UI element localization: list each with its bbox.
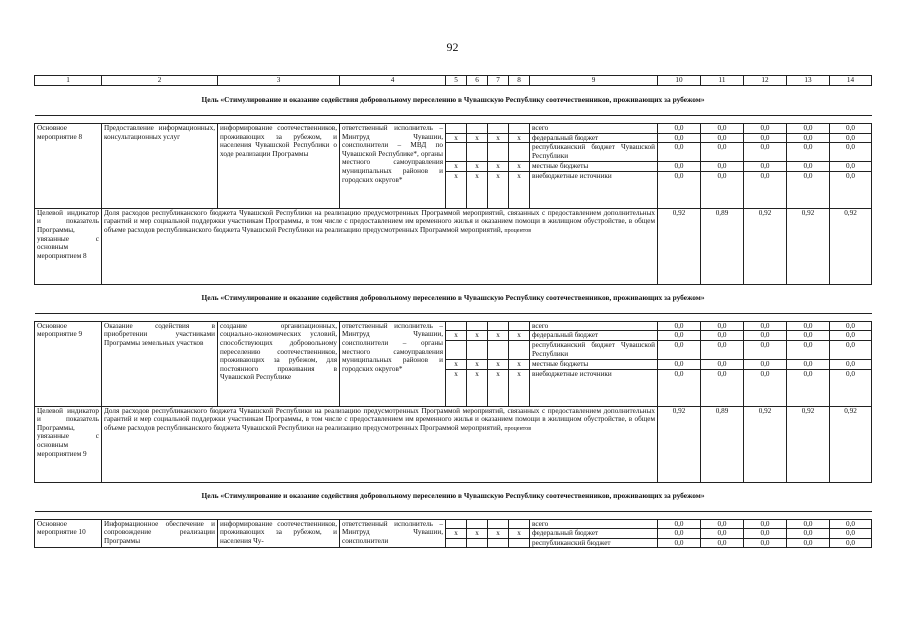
- funding-value: 0,0: [830, 340, 872, 359]
- funding-value: 0,0: [787, 340, 830, 359]
- column-number: 11: [701, 76, 744, 86]
- column-number: 1: [35, 76, 102, 86]
- funding-value: 0,0: [787, 133, 830, 143]
- indicator-value: 0,92: [744, 208, 787, 284]
- x-mark-cell: [488, 340, 509, 359]
- x-mark-cell: x: [467, 529, 488, 539]
- funding-value: 0,0: [701, 369, 744, 406]
- goal-spacer: [35, 511, 872, 519]
- column-number: 14: [830, 76, 872, 86]
- indicator-value: 0,92: [787, 208, 830, 284]
- x-mark-cell: x: [488, 331, 509, 341]
- funding-value: 0,0: [701, 143, 744, 162]
- funding-source: всего: [530, 519, 658, 529]
- x-mark-cell: x: [488, 369, 509, 406]
- funding-source: республиканский бюджет: [530, 538, 658, 548]
- x-mark-cell: x: [467, 359, 488, 369]
- funding-row: [35, 519, 872, 529]
- x-mark-cell: x: [446, 359, 467, 369]
- funding-value: 0,0: [701, 321, 744, 331]
- x-mark-cell: x: [509, 171, 530, 208]
- funding-value: 0,0: [658, 519, 701, 529]
- funding-value: 0,0: [658, 171, 701, 208]
- indicator-value: 0,92: [658, 406, 701, 482]
- funding-value: 0,0: [701, 171, 744, 208]
- indicator-value: 0,92: [787, 406, 830, 482]
- funding-value: 0,0: [658, 133, 701, 143]
- funding-value: 0,0: [744, 331, 787, 341]
- funding-value: 0,0: [658, 359, 701, 369]
- funding-value: 0,0: [658, 538, 701, 548]
- x-mark-cell: [488, 124, 509, 134]
- indicator-text: [102, 208, 658, 284]
- x-mark-cell: x: [488, 359, 509, 369]
- x-mark-cell: [467, 321, 488, 331]
- page-number: 92: [446, 40, 459, 54]
- indicator-row: [35, 406, 872, 482]
- goal-row: [35, 86, 872, 116]
- x-mark-cell: [488, 321, 509, 331]
- funding-value: 0,0: [830, 538, 872, 548]
- funding-value: 0,0: [701, 529, 744, 539]
- column-number: 3: [218, 76, 340, 86]
- indicator-value: 0,92: [830, 406, 872, 482]
- funding-source: федеральный бюджет: [530, 133, 658, 143]
- funding-row: [35, 321, 872, 331]
- column-number-row: [35, 76, 872, 86]
- x-mark-cell: [509, 143, 530, 162]
- x-mark-cell: x: [488, 133, 509, 143]
- indicator-unit: процентов: [504, 425, 532, 432]
- goal-heading: Цель «Стимулирование и оказание содействия добровольному переселению в Чувашскую Республику соотечественников, проживающих за рубежом»: [35, 482, 872, 511]
- funding-value: 0,0: [830, 133, 872, 143]
- x-mark-cell: x: [467, 171, 488, 208]
- x-mark-cell: x: [488, 162, 509, 172]
- funding-value: 0,0: [744, 519, 787, 529]
- program-table: [34, 75, 872, 548]
- funding-value: 0,0: [787, 519, 830, 529]
- funding-value: 0,0: [658, 340, 701, 359]
- goal-spacer: [35, 313, 872, 321]
- x-mark-cell: [467, 124, 488, 134]
- funding-source: внебюджетные источники: [530, 369, 658, 406]
- funding-source: местные бюджеты: [530, 162, 658, 172]
- indicator-text-body: Доля расходов республиканского бюджета Чувашской Республики на реализацию предусмотренных Программой мероприятий, связанных с предоставлением дополнительных гарантий и мер социальной поддержки участникам Программы, в том числе с предоставлением им временного жилья и оказанием помощи в жилищном обустройстве, в общем объеме расходов республиканского бюджета Чувашской Республики на реализацию предусмотренных Программой мероприятий,: [104, 406, 655, 432]
- x-mark-cell: x: [509, 529, 530, 539]
- funding-value: 0,0: [744, 359, 787, 369]
- x-mark-cell: [509, 321, 530, 331]
- funding-value: 0,0: [701, 124, 744, 134]
- spacer-cell: [35, 511, 872, 519]
- funding-value: 0,0: [787, 321, 830, 331]
- funding-value: 0,0: [658, 321, 701, 331]
- funding-source: федеральный бюджет: [530, 529, 658, 539]
- indicator-value: 0,92: [830, 208, 872, 284]
- funding-value: 0,0: [744, 143, 787, 162]
- x-mark-cell: x: [446, 331, 467, 341]
- funding-value: 0,0: [787, 369, 830, 406]
- x-mark-cell: x: [467, 162, 488, 172]
- x-mark-cell: [446, 124, 467, 134]
- x-mark-cell: [509, 124, 530, 134]
- funding-value: 0,0: [744, 162, 787, 172]
- funding-value: 0,0: [701, 133, 744, 143]
- funding-value: 0,0: [830, 369, 872, 406]
- activity-description: информирование соотечественников, проживающих за рубежом, и населения Чу-: [218, 519, 340, 548]
- funding-value: 0,0: [744, 529, 787, 539]
- activity-executor: ответственный исполнитель – Минтруд Чувашии, соисполнители – органы местного самоуправления муниципальных районов и городских округов*: [340, 321, 446, 406]
- x-mark-cell: x: [446, 162, 467, 172]
- x-mark-cell: x: [467, 133, 488, 143]
- x-mark-cell: x: [467, 331, 488, 341]
- activity-executor: ответственный исполнитель – Минтруд Чувашии, соисполнители: [340, 519, 446, 548]
- activity-title: Оказание содействия в приобретении участниками Программы земельных участков: [102, 321, 218, 406]
- spacer-cell: [35, 313, 872, 321]
- column-number: 6: [467, 76, 488, 86]
- column-number: 13: [787, 76, 830, 86]
- funding-value: 0,0: [787, 171, 830, 208]
- funding-value: 0,0: [658, 331, 701, 341]
- x-mark-cell: [446, 143, 467, 162]
- funding-value: 0,0: [787, 359, 830, 369]
- goal-heading: Цель «Стимулирование и оказание содействия добровольному переселению в Чувашскую Республику соотечественников, проживающих за рубежом»: [35, 86, 872, 116]
- x-mark-cell: x: [509, 359, 530, 369]
- indicator-value: 0,92: [658, 208, 701, 284]
- column-number: 8: [509, 76, 530, 86]
- column-number: 4: [340, 76, 446, 86]
- funding-value: 0,0: [658, 143, 701, 162]
- funding-value: 0,0: [830, 331, 872, 341]
- indicator-label: Целевой индикатор и показатель Программы, увязанные с основным мероприятием 9: [35, 406, 102, 482]
- funding-value: 0,0: [701, 340, 744, 359]
- funding-value: 0,0: [830, 143, 872, 162]
- funding-value: 0,0: [658, 529, 701, 539]
- x-mark-cell: x: [467, 369, 488, 406]
- funding-value: 0,0: [744, 171, 787, 208]
- x-mark-cell: x: [446, 369, 467, 406]
- funding-value: 0,0: [701, 538, 744, 548]
- funding-value: 0,0: [830, 171, 872, 208]
- funding-value: 0,0: [658, 162, 701, 172]
- funding-value: 0,0: [830, 162, 872, 172]
- funding-value: 0,0: [830, 124, 872, 134]
- activity-name: Основное мероприятие 8: [35, 124, 102, 209]
- x-mark-cell: x: [488, 171, 509, 208]
- indicator-text: [102, 406, 658, 482]
- funding-value: 0,0: [744, 321, 787, 331]
- indicator-row: [35, 208, 872, 284]
- x-mark-cell: [467, 143, 488, 162]
- funding-value: 0,0: [744, 538, 787, 548]
- x-mark-cell: [446, 519, 467, 529]
- funding-value: 0,0: [787, 124, 830, 134]
- activity-description: информирование соотечественников, проживающих за рубежом, и населения Чувашской Республики о ходе реализации Программы: [218, 124, 340, 209]
- goal-row: [35, 284, 872, 313]
- funding-source: всего: [530, 321, 658, 331]
- x-mark-cell: [509, 538, 530, 548]
- funding-source: внебюджетные источники: [530, 171, 658, 208]
- column-number: 7: [488, 76, 509, 86]
- funding-value: 0,0: [787, 529, 830, 539]
- x-mark-cell: [467, 538, 488, 548]
- x-mark-cell: [446, 321, 467, 331]
- funding-value: 0,0: [830, 519, 872, 529]
- x-mark-cell: x: [509, 162, 530, 172]
- funding-value: 0,0: [830, 321, 872, 331]
- x-mark-cell: [488, 519, 509, 529]
- funding-source: всего: [530, 124, 658, 134]
- goal-heading: Цель «Стимулирование и оказание содействия добровольному переселению в Чувашскую Республику соотечественников, проживающих за рубежом»: [35, 284, 872, 313]
- funding-value: 0,0: [744, 369, 787, 406]
- indicator-unit: процентов: [504, 227, 532, 234]
- funding-value: 0,0: [787, 331, 830, 341]
- x-mark-cell: [488, 538, 509, 548]
- activity-title: Предоставление информационных, консультационных услуг: [102, 124, 218, 209]
- funding-value: 0,0: [701, 331, 744, 341]
- funding-value: 0,0: [787, 162, 830, 172]
- x-mark-cell: [446, 340, 467, 359]
- activity-description: создание организационных, социально-экономических условий, способствующих добровольному переселению соотечественников, проживающих за рубежом, для постоянного проживания в Чувашской Республике: [218, 321, 340, 406]
- funding-value: 0,0: [744, 340, 787, 359]
- funding-source: местные бюджеты: [530, 359, 658, 369]
- funding-value: 0,0: [701, 359, 744, 369]
- funding-value: 0,0: [701, 162, 744, 172]
- indicator-label: Целевой индикатор и показатель Программы, увязанные с основным мероприятием 8: [35, 208, 102, 284]
- funding-value: 0,0: [830, 359, 872, 369]
- column-number: 12: [744, 76, 787, 86]
- x-mark-cell: x: [446, 171, 467, 208]
- indicator-value: 0,92: [744, 406, 787, 482]
- indicator-value: 0,89: [701, 208, 744, 284]
- funding-source: республиканский бюджет Чувашской Республики: [530, 340, 658, 359]
- funding-value: 0,0: [658, 369, 701, 406]
- x-mark-cell: [446, 538, 467, 548]
- table-body: [35, 76, 872, 548]
- x-mark-cell: x: [509, 369, 530, 406]
- funding-value: 0,0: [787, 538, 830, 548]
- x-mark-cell: [467, 519, 488, 529]
- funding-value: 0,0: [830, 529, 872, 539]
- x-mark-cell: x: [509, 331, 530, 341]
- x-mark-cell: [467, 340, 488, 359]
- funding-source: федеральный бюджет: [530, 331, 658, 341]
- funding-value: 0,0: [744, 133, 787, 143]
- x-mark-cell: x: [488, 529, 509, 539]
- column-number: 9: [530, 76, 658, 86]
- goal-spacer: [35, 116, 872, 124]
- x-mark-cell: [509, 340, 530, 359]
- funding-value: 0,0: [701, 519, 744, 529]
- x-mark-cell: x: [509, 133, 530, 143]
- column-number: 2: [102, 76, 218, 86]
- funding-value: 0,0: [787, 143, 830, 162]
- column-number: 5: [446, 76, 467, 86]
- activity-title: Информационное обеспечение и сопровождение реализации Программы: [102, 519, 218, 548]
- funding-source: республиканский бюджет Чувашской Республики: [530, 143, 658, 162]
- column-number: 10: [658, 76, 701, 86]
- x-mark-cell: [509, 519, 530, 529]
- goal-row: [35, 482, 872, 511]
- activity-name: Основное мероприятие 10: [35, 519, 102, 548]
- activity-name: Основное мероприятие 9: [35, 321, 102, 406]
- x-mark-cell: [488, 143, 509, 162]
- x-mark-cell: x: [446, 133, 467, 143]
- funding-value: 0,0: [658, 124, 701, 134]
- funding-value: 0,0: [744, 124, 787, 134]
- funding-row: [35, 124, 872, 134]
- x-mark-cell: x: [446, 529, 467, 539]
- indicator-value: 0,89: [701, 406, 744, 482]
- indicator-text-body: Доля расходов республиканского бюджета Чувашской Республики на реализацию предусмотренных Программой мероприятий, связанных с предоставлением дополнительных гарантий и мер социальной поддержки участникам Программы, в том числе с предоставлением им временного жилья и оказанием помощи в жилищном обустройстве, в общем объеме расходов республиканского бюджета Чувашской Республики на реализацию предусмотренных Программой мероприятий,: [104, 208, 655, 234]
- activity-executor: ответственный исполнитель – Минтруд Чувашии, соисполнители – МВД по Чувашской Республике*, органы местного самоуправления муниципальных районов и городских округов*: [340, 124, 446, 209]
- spacer-cell: [35, 116, 872, 124]
